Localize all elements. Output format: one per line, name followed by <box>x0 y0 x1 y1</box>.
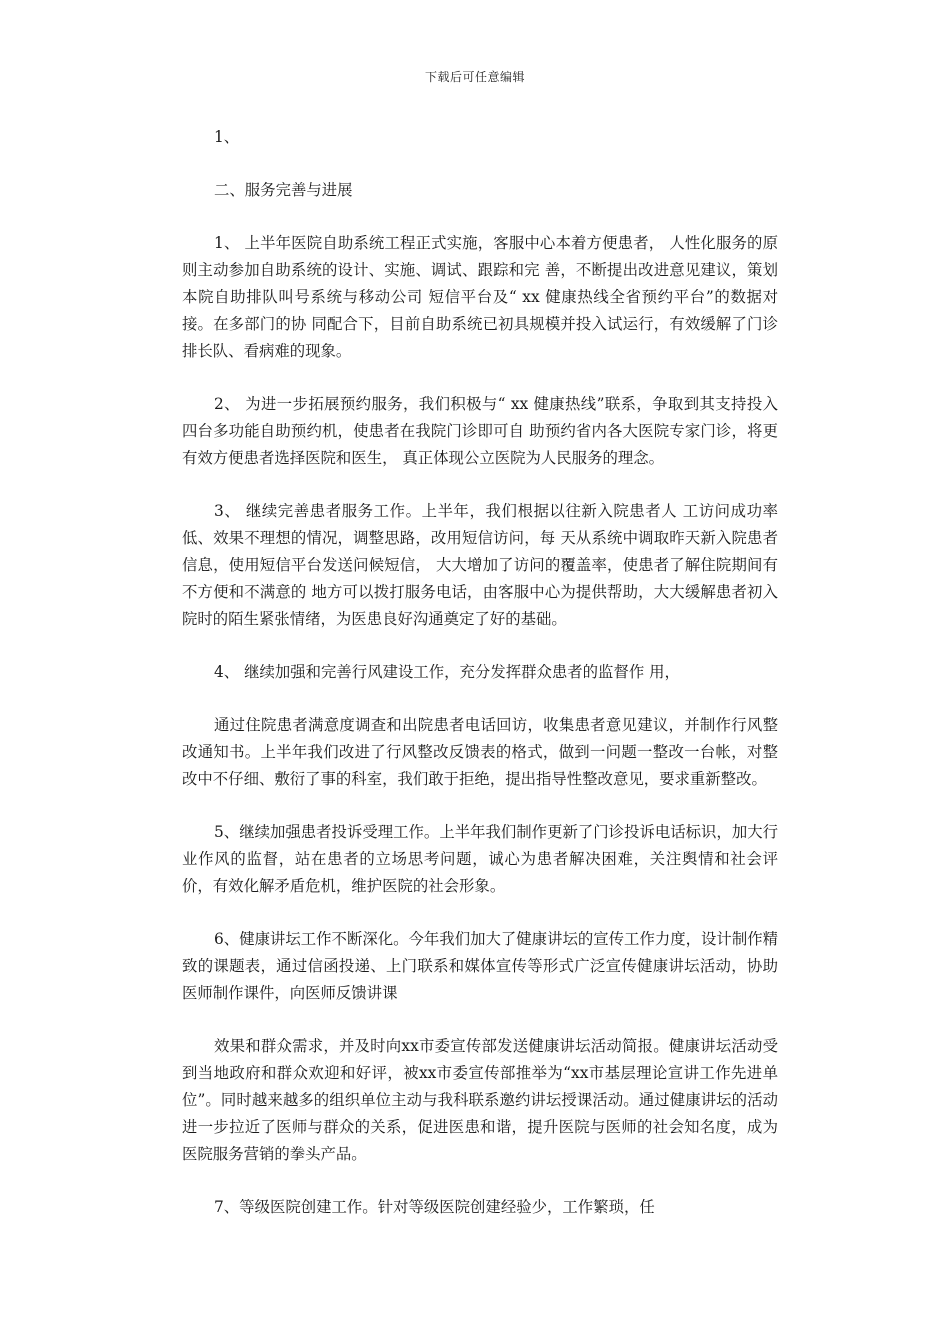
section-heading: 二、服务完善与进展 <box>214 181 353 199</box>
paragraph-appointment-service: 2、 为进一步拓展预约服务，我们积极与“ xx 健康热线”联系，争取到其支持投入四台多功能自助预约机，使患者在我院门诊即可自 助预约省内各大医院专家门诊，将更有效方便患者选择医院和医生， 真正体现公立医院为人民服务的理念。 <box>182 395 778 467</box>
paragraph-satisfaction-survey: 通过住院患者满意度调查和出院患者电话回访，收集患者意见建议，并制作行风整改通知书。上半年我们改进了行风整改反馈表的格式，做到一问题一整改一台帐，对整改中不仔细、敷衍了事的科室，我们敢于拒绝，提出指导性整改意见，要求重新整改。 <box>182 716 778 788</box>
paragraph-health-forum: 6、健康讲坛工作不断深化。今年我们加大了健康讲坛的宣传工作力度，设计制作精致的课题表，通过信函投递、上门联系和媒体宣传等形式广泛宣传健康讲坛活动，协助医师制作课件，向医师反馈讲课 <box>182 930 778 1002</box>
document-body <box>182 124 778 1221</box>
paragraph-patient-service: 3、 继续完善患者服务工作。上半年，我们根据以往新入院患者人 工访问成功率低、效果不理想的情况，调整思路，改用短信访问，每 天从系统中调取昨天新入院患者信息，使用短信平台发送问候短信， 大大增加了访问的覆盖率，使患者了解住院期间有不方便和不满意的 地方可以拨打服务电话，由客服中心为提供帮助，大大缓解患者初入 院时的陌生紧张情绪，为医患良好沟通奠定了好的基础。 <box>182 502 778 628</box>
page-header-watermark: 下载后可任意编辑 <box>424 70 525 84</box>
paragraph-complaint-handling: 5、继续加强患者投诉受理工作。上半年我们制作更新了门诊投诉电话标识，加大行业作风的监督，站在患者的立场思考问题，诚心为患者解决困难，关注舆情和社会评价，有效化解矛盾危机，维护医院的社会形象。 <box>182 823 778 895</box>
paragraph-forum-effects: 效果和群众需求，并及时向xx市委宣传部发送健康讲坛活动简报。健康讲坛活动受到当地政府和群众欢迎和好评，被xx市委宣传部推举为“xx市基层理论宣讲工作先进单位”。同时越来越多的组织单位主动与我科联系邀约讲坛授课活动。通过健康讲坛的活动进一步拉近了医师与群众的关系，促进医患和谐，提升医院与医师的社会知名度，成为医院服务营销的拳头产品。 <box>182 1037 778 1163</box>
paragraph-hospital-grading: 7、等级医院创建工作。针对等级医院创建经验少，工作繁琐，任 <box>214 1198 655 1216</box>
paragraph-self-service-system: 1、 上半年医院自助系统工程正式实施，客服中心本着方便患者， 人性化服务的原则主动参加自助系统的设计、实施、调试、跟踪和完 善，不断提出改进意见建议，策划本院自助排队叫号系统与移动公司 短信平台及“ xx 健康热线全省预约平台”的数据对接。在多部门的协 同配合下，目前自助系统已初具规模并投入试运行，有效缓解了门诊 排长队、看病难的现象。 <box>182 234 778 360</box>
paragraph-conduct-building: 4、 继续加强和完善行风建设工作，充分发挥群众患者的监督作 用， <box>214 663 680 681</box>
paragraph-item-number: 1、 <box>214 128 240 146</box>
